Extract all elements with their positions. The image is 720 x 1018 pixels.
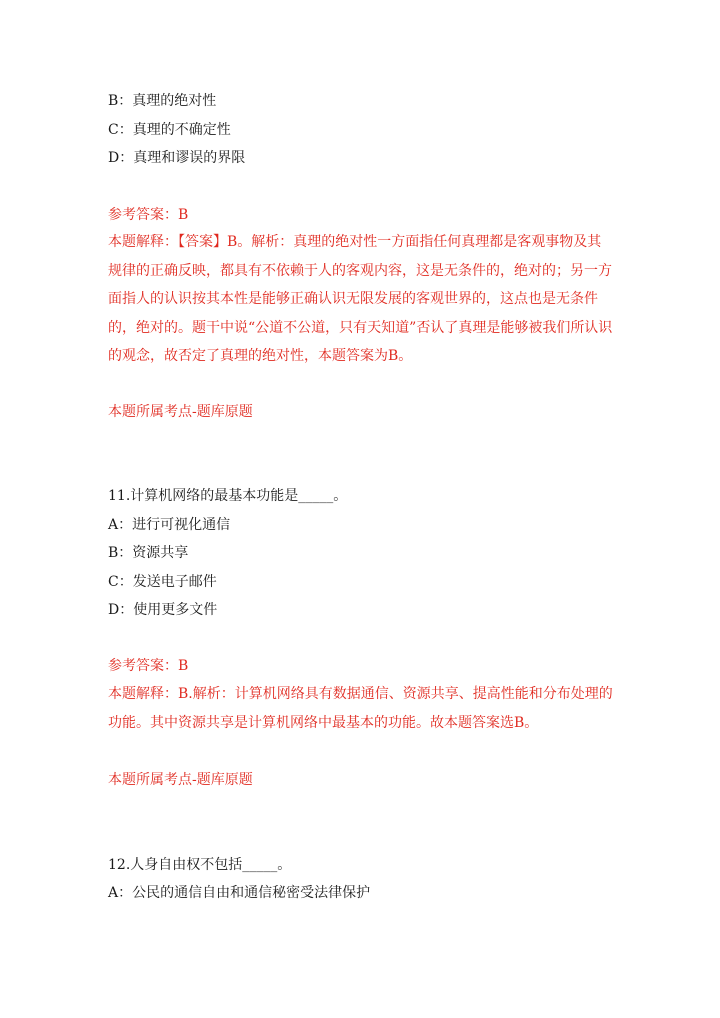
q11-answer: 参考答案：B	[108, 658, 189, 674]
q11-option-a: A：进行可视化通信	[108, 517, 231, 533]
q10-option-b: B：真理的绝对性	[108, 93, 217, 109]
q10-option-c: C：真理的不确定性	[108, 122, 231, 138]
q11-explanation: 本题解释：B.解析：计算机网络具有数据通信、资源共享、提高性能和分布处理的功能。其中资源共享是计算机网络中最基本的功能。故本题答案选B。	[108, 686, 613, 731]
q12-option-a: A：公民的通信自由和通信秘密受法律保护	[108, 885, 371, 901]
q11-option-c: C：发送电子邮件	[108, 574, 217, 590]
q10-option-d: D：真理和谬误的界限	[108, 150, 246, 166]
q11-question: 11.计算机网络的最基本功能是_____。	[108, 488, 348, 504]
q11-option-d: D：使用更多文件	[108, 602, 218, 618]
q10-source: 本题所属考点-题库原题	[108, 404, 253, 420]
q11-source: 本题所属考点-题库原题	[108, 772, 253, 788]
q10-answer: 参考答案：B	[108, 207, 189, 223]
q11-option-b: B：资源共享	[108, 545, 189, 561]
q12-question: 12.人身自由权不包括_____。	[108, 857, 292, 873]
q10-explanation: 本题解释：【答案】B。解析：真理的绝对性一方面指任何真理都是客观事物及其规律的正确反映，都具有不依赖于人的客观内容，这是无条件的，绝对的；另一方面指人的认识按其本性是能够正确认识无限发展的客观世界的，这点也是无条件的，绝对的。题干中说“公道不公道，只有天知道”否认了真理是能够被我们所认识的观念，故否定了真理的绝对性，本题答案为B。	[108, 234, 613, 364]
